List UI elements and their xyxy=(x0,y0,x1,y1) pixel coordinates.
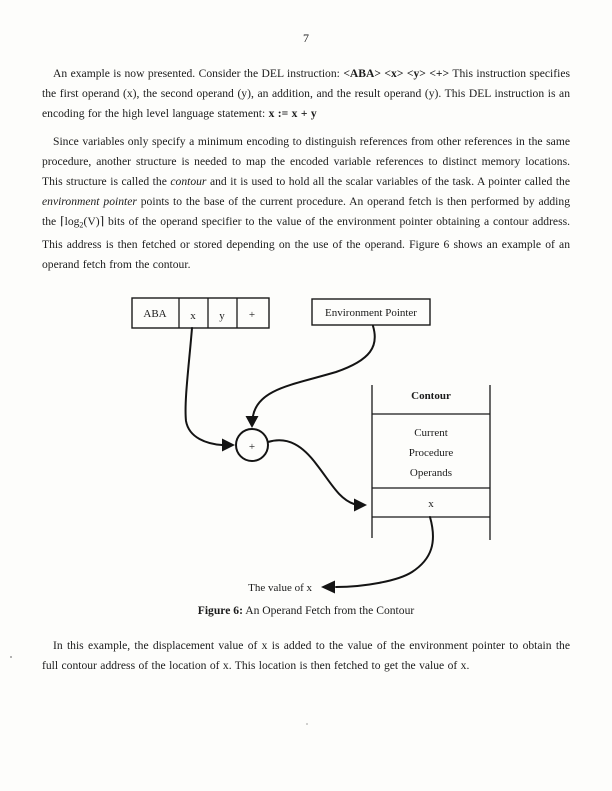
arrow-adder-to-contour xyxy=(268,440,367,511)
paragraph-contour-description: Since variables only specify a minimum encoding to distinguish references from other references in the same procedure, another structure is needed to map the encoded variable references to distinct memory locations. This structure is called the contour and it is used to hold all the scalar variables of the task. A pointer called the environment pointer points to the base of the current procedure. An operand fetch is then performed by adding the ⌈log2(V)⌉ bits of the operand specifier to the value of the environment pointer obtaining a contour address. This address is then fetched or stored depending on the use of the operand. Figure 6 shows an example of an operand fetch from the contour. xyxy=(42,135,571,272)
paragraph-example-intro: An example is now presented. Consider the DEL instruction: <ABA> <x> <y> <+> This instruction specifies the first operand (x), the second operand (y), an addition, and the result operand (y). This DEL instruction is an encoding for the high level language statement: x := x + y xyxy=(42,67,570,120)
arrowhead xyxy=(321,581,335,594)
contour-title: Contour xyxy=(411,390,451,402)
instruction-cell-plus: + xyxy=(248,309,256,321)
arrowhead xyxy=(246,416,259,428)
contour-row-procedure: Procedure xyxy=(408,447,454,459)
arrow-curve xyxy=(268,440,354,504)
arrow-curve xyxy=(253,326,375,416)
page-number: 7 xyxy=(303,31,309,45)
contour-slot-x: x xyxy=(428,498,434,510)
arrow-operand-to-adder xyxy=(186,328,235,452)
arrow-curve xyxy=(336,517,433,587)
arrow-envptr-to-adder xyxy=(246,326,375,428)
figure-6-diagram xyxy=(0,290,612,600)
environment-pointer-label: Environment Pointer xyxy=(325,307,417,319)
figure-caption: Figure 6: An Operand Fetch from the Contour xyxy=(197,604,415,617)
instruction-cell-aba: ABA xyxy=(143,308,167,320)
contour-table xyxy=(372,385,490,540)
contour-row-operands: Operands xyxy=(409,467,453,479)
instruction-cell-y: y xyxy=(219,310,225,322)
arrow-curve xyxy=(186,328,222,445)
paragraph-example-summary: In this example, the displacement value of x is added to the value of the environment pointer to obtain the full contour address of the location of x. This location is then fetched to get the value of x. xyxy=(42,639,570,672)
environment-pointer-box xyxy=(312,299,430,325)
adder-plus-sign: + xyxy=(248,441,256,453)
contour-row-current: Current xyxy=(414,427,448,439)
scan-speck xyxy=(10,656,12,658)
scan-speck xyxy=(306,723,308,725)
arrowhead xyxy=(354,499,367,512)
instruction-cell-x: x xyxy=(190,310,196,322)
arrow-contour-to-value xyxy=(321,517,433,594)
instruction-box xyxy=(132,298,269,328)
arrowhead xyxy=(222,439,235,452)
adder-node xyxy=(236,429,268,461)
value-of-x-label: The value of x xyxy=(248,582,312,594)
